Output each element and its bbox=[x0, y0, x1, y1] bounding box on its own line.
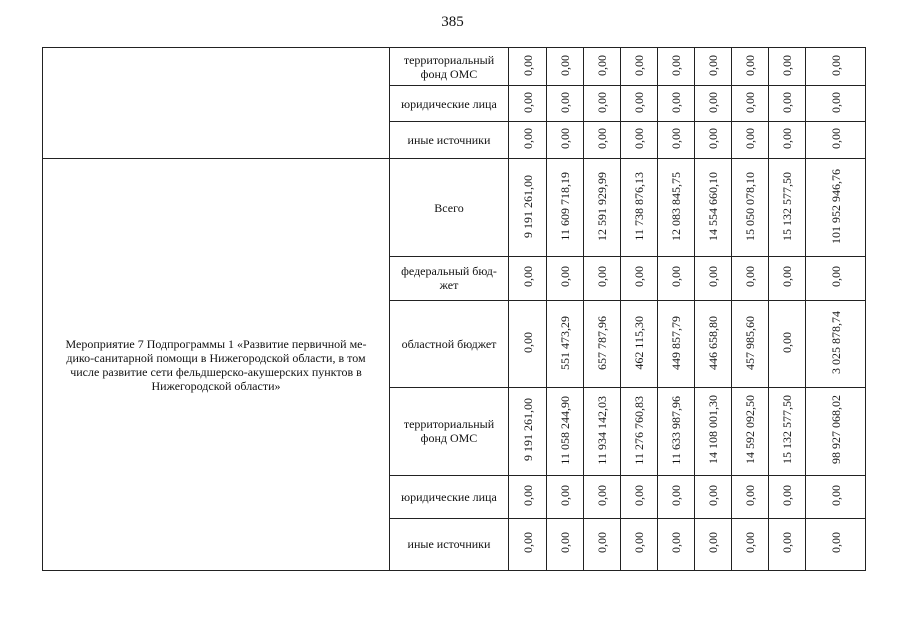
amount-value: 0,00 bbox=[632, 266, 646, 288]
amount-value: 0,00 bbox=[632, 484, 646, 506]
event-title-cell bbox=[43, 159, 390, 571]
amount-value: 0,00 bbox=[520, 54, 535, 76]
amount-cell bbox=[695, 475, 732, 518]
amount-value: 0,00 bbox=[558, 532, 572, 554]
funding-source-label: федеральный бюд-жет bbox=[390, 256, 509, 300]
amount-value: 0,00 bbox=[632, 54, 646, 76]
amount-value: 0,00 bbox=[595, 54, 609, 76]
funding-source-label: юридические лица bbox=[390, 86, 509, 122]
amount-cell bbox=[584, 256, 621, 300]
amount-cell bbox=[509, 518, 547, 570]
amount-cell bbox=[621, 388, 658, 475]
amount-cell bbox=[806, 159, 866, 256]
funding-source-label: территориальный фонд ОМС bbox=[390, 388, 509, 475]
amount-cell bbox=[584, 300, 621, 387]
previous-event-cell bbox=[43, 48, 390, 159]
amount-value: 0,00 bbox=[706, 128, 720, 150]
amount-value: 0,00 bbox=[706, 91, 720, 113]
amount-cell bbox=[547, 122, 584, 159]
amount-value: 0,00 bbox=[669, 128, 683, 150]
amount-cell bbox=[509, 122, 547, 159]
amount-cell bbox=[695, 518, 732, 570]
amount-value: 11 934 142,03 bbox=[595, 395, 609, 465]
amount-value: 0,00 bbox=[828, 484, 843, 506]
amount-value: 0,00 bbox=[828, 128, 843, 150]
amount-cell bbox=[806, 518, 866, 570]
amount-value: 462 115,30 bbox=[632, 315, 646, 370]
funding-source-label: территориальный фонд ОМС bbox=[390, 48, 509, 86]
amount-cell bbox=[509, 388, 547, 475]
table-row bbox=[43, 48, 866, 86]
amount-cell bbox=[695, 48, 732, 86]
amount-cell bbox=[806, 122, 866, 159]
amount-value: 0,00 bbox=[706, 532, 720, 554]
amount-value: 0,00 bbox=[743, 266, 757, 288]
amount-cell bbox=[621, 86, 658, 122]
amount-cell bbox=[732, 159, 769, 256]
amount-value: 11 633 987,96 bbox=[669, 395, 683, 465]
page-number: 385 bbox=[441, 14, 464, 30]
amount-value: 0,00 bbox=[595, 128, 609, 150]
amount-cell bbox=[806, 86, 866, 122]
amount-value: 0,00 bbox=[595, 266, 609, 288]
amount-cell bbox=[769, 256, 806, 300]
funding-source-label: Всего bbox=[390, 159, 509, 256]
amount-cell bbox=[547, 300, 584, 387]
amount-value: 0,00 bbox=[743, 128, 757, 150]
amount-cell bbox=[509, 300, 547, 387]
amount-value: 98 927 068,02 bbox=[828, 395, 843, 465]
amount-value: 0,00 bbox=[558, 128, 572, 150]
amount-cell bbox=[621, 48, 658, 86]
amount-cell bbox=[695, 300, 732, 387]
amount-cell bbox=[547, 388, 584, 475]
amount-value: 0,00 bbox=[780, 484, 794, 506]
amount-value: 0,00 bbox=[828, 266, 843, 288]
amount-cell bbox=[658, 86, 695, 122]
amount-cell bbox=[584, 122, 621, 159]
amount-cell bbox=[584, 86, 621, 122]
amount-cell bbox=[806, 48, 866, 86]
amount-value: 0,00 bbox=[743, 532, 757, 554]
amount-value: 0,00 bbox=[780, 332, 794, 354]
funding-source-label: иные источники bbox=[390, 122, 509, 159]
amount-value: 12 591 929,99 bbox=[595, 171, 609, 241]
amount-value: 0,00 bbox=[669, 54, 683, 76]
amount-value: 0,00 bbox=[558, 484, 572, 506]
amount-cell bbox=[732, 475, 769, 518]
amount-value: 0,00 bbox=[632, 128, 646, 150]
amount-value: 446 658,80 bbox=[706, 315, 720, 370]
amount-cell bbox=[584, 159, 621, 256]
amount-cell bbox=[621, 256, 658, 300]
amount-value: 15 132 577,50 bbox=[780, 171, 794, 241]
amount-value: 14 108 001,30 bbox=[706, 395, 720, 465]
funding-source-label: юридические лица bbox=[390, 475, 509, 518]
amount-cell bbox=[695, 159, 732, 256]
event-title-line: Нижегородской области» bbox=[151, 378, 281, 393]
amount-cell bbox=[547, 256, 584, 300]
amount-cell bbox=[509, 159, 547, 256]
amount-cell bbox=[658, 475, 695, 518]
amount-value: 14 592 092,50 bbox=[743, 395, 757, 465]
amount-value: 0,00 bbox=[595, 532, 609, 554]
amount-cell bbox=[509, 475, 547, 518]
amount-cell bbox=[547, 48, 584, 86]
amount-value: 0,00 bbox=[780, 128, 794, 150]
amount-value: 15 132 577,50 bbox=[780, 395, 794, 465]
amount-value: 15 050 078,10 bbox=[743, 171, 757, 241]
amount-cell bbox=[547, 159, 584, 256]
amount-value: 11 276 760,83 bbox=[632, 395, 646, 465]
amount-cell bbox=[621, 475, 658, 518]
amount-cell bbox=[769, 475, 806, 518]
amount-cell bbox=[732, 300, 769, 387]
amount-value: 11 738 876,13 bbox=[632, 171, 646, 241]
amount-cell bbox=[769, 86, 806, 122]
amount-value: 0,00 bbox=[780, 54, 794, 76]
amount-cell bbox=[769, 48, 806, 86]
amount-value: 9 191 261,00 bbox=[520, 174, 535, 238]
amount-value: 0,00 bbox=[595, 91, 609, 113]
amount-value: 0,00 bbox=[520, 484, 535, 506]
amount-cell bbox=[621, 122, 658, 159]
amount-value: 0,00 bbox=[669, 484, 683, 506]
amount-value: 0,00 bbox=[828, 54, 843, 76]
amount-cell bbox=[658, 518, 695, 570]
amount-value: 0,00 bbox=[780, 532, 794, 554]
amount-cell bbox=[695, 86, 732, 122]
amount-value: 0,00 bbox=[520, 91, 535, 113]
amount-cell bbox=[621, 518, 658, 570]
amount-value: 0,00 bbox=[706, 484, 720, 506]
event-title-line: числе развитие сети фельдшерско-акушерских пунктов в bbox=[70, 364, 362, 379]
amount-cell bbox=[769, 122, 806, 159]
funding-source-label: иные источники bbox=[390, 518, 509, 570]
amount-cell bbox=[509, 86, 547, 122]
amount-value: 0,00 bbox=[743, 91, 757, 113]
budget-table bbox=[42, 47, 866, 571]
amount-value: 0,00 bbox=[743, 54, 757, 76]
amount-cell bbox=[806, 388, 866, 475]
amount-cell bbox=[584, 388, 621, 475]
amount-cell bbox=[732, 86, 769, 122]
amount-cell bbox=[509, 48, 547, 86]
amount-value: 14 554 660,10 bbox=[706, 171, 720, 241]
amount-value: 0,00 bbox=[520, 266, 535, 288]
amount-value: 0,00 bbox=[780, 266, 794, 288]
amount-cell bbox=[732, 122, 769, 159]
event-title-line: Мероприятие 7 Подпрограммы 1 «Развитие первичной ме- bbox=[65, 336, 367, 351]
amount-cell bbox=[769, 388, 806, 475]
amount-cell bbox=[584, 48, 621, 86]
amount-value: 0,00 bbox=[828, 532, 843, 554]
amount-cell bbox=[509, 256, 547, 300]
amount-value: 0,00 bbox=[669, 532, 683, 554]
amount-value: 0,00 bbox=[828, 91, 843, 113]
amount-cell bbox=[695, 256, 732, 300]
amount-value: 0,00 bbox=[669, 266, 683, 288]
amount-value: 0,00 bbox=[780, 91, 794, 113]
amount-cell bbox=[547, 518, 584, 570]
amount-value: 12 083 845,75 bbox=[669, 171, 683, 241]
amount-value: 0,00 bbox=[632, 91, 646, 113]
amount-cell bbox=[769, 159, 806, 256]
amount-value: 457 985,60 bbox=[743, 315, 757, 370]
amount-cell bbox=[584, 475, 621, 518]
amount-value: 0,00 bbox=[706, 266, 720, 288]
amount-cell bbox=[658, 122, 695, 159]
amount-value: 11 058 244,90 bbox=[558, 395, 572, 465]
amount-value: 0,00 bbox=[558, 266, 572, 288]
amount-value: 657 787,96 bbox=[595, 315, 609, 370]
amount-value: 0,00 bbox=[669, 91, 683, 113]
amount-cell bbox=[658, 159, 695, 256]
amount-cell bbox=[695, 388, 732, 475]
amount-value: 0,00 bbox=[595, 484, 609, 506]
funding-source-label: областной бюджет bbox=[390, 300, 509, 387]
amount-cell bbox=[769, 518, 806, 570]
amount-cell bbox=[621, 159, 658, 256]
amount-cell bbox=[769, 300, 806, 387]
amount-cell bbox=[621, 300, 658, 387]
amount-cell bbox=[547, 86, 584, 122]
amount-value: 551 473,29 bbox=[558, 315, 572, 370]
amount-value: 101 952 946,76 bbox=[828, 168, 843, 244]
amount-value: 0,00 bbox=[520, 332, 535, 354]
amount-value: 0,00 bbox=[558, 91, 572, 113]
amount-value: 11 609 718,19 bbox=[558, 171, 572, 241]
amount-value: 0,00 bbox=[558, 54, 572, 76]
amount-cell bbox=[732, 388, 769, 475]
amount-value: 0,00 bbox=[743, 484, 757, 506]
amount-cell bbox=[658, 388, 695, 475]
amount-value: 9 191 261,00 bbox=[520, 398, 535, 462]
amount-cell bbox=[806, 475, 866, 518]
amount-value: 449 857,79 bbox=[669, 315, 683, 370]
table-row bbox=[43, 159, 866, 256]
amount-value: 0,00 bbox=[520, 128, 535, 150]
amount-cell bbox=[547, 475, 584, 518]
event-title-line: дико-санитарной помощи в Нижегородской области, в том bbox=[66, 350, 366, 365]
amount-value: 0,00 bbox=[520, 532, 535, 554]
amount-cell bbox=[806, 256, 866, 300]
amount-value: 3 025 878,74 bbox=[828, 311, 843, 375]
amount-value: 0,00 bbox=[632, 532, 646, 554]
amount-cell bbox=[658, 256, 695, 300]
amount-cell bbox=[806, 300, 866, 387]
amount-cell bbox=[732, 48, 769, 86]
amount-cell bbox=[658, 48, 695, 86]
amount-cell bbox=[658, 300, 695, 387]
amount-cell bbox=[732, 256, 769, 300]
amount-cell bbox=[584, 518, 621, 570]
amount-cell bbox=[695, 122, 732, 159]
amount-cell bbox=[732, 518, 769, 570]
amount-value: 0,00 bbox=[706, 54, 720, 76]
